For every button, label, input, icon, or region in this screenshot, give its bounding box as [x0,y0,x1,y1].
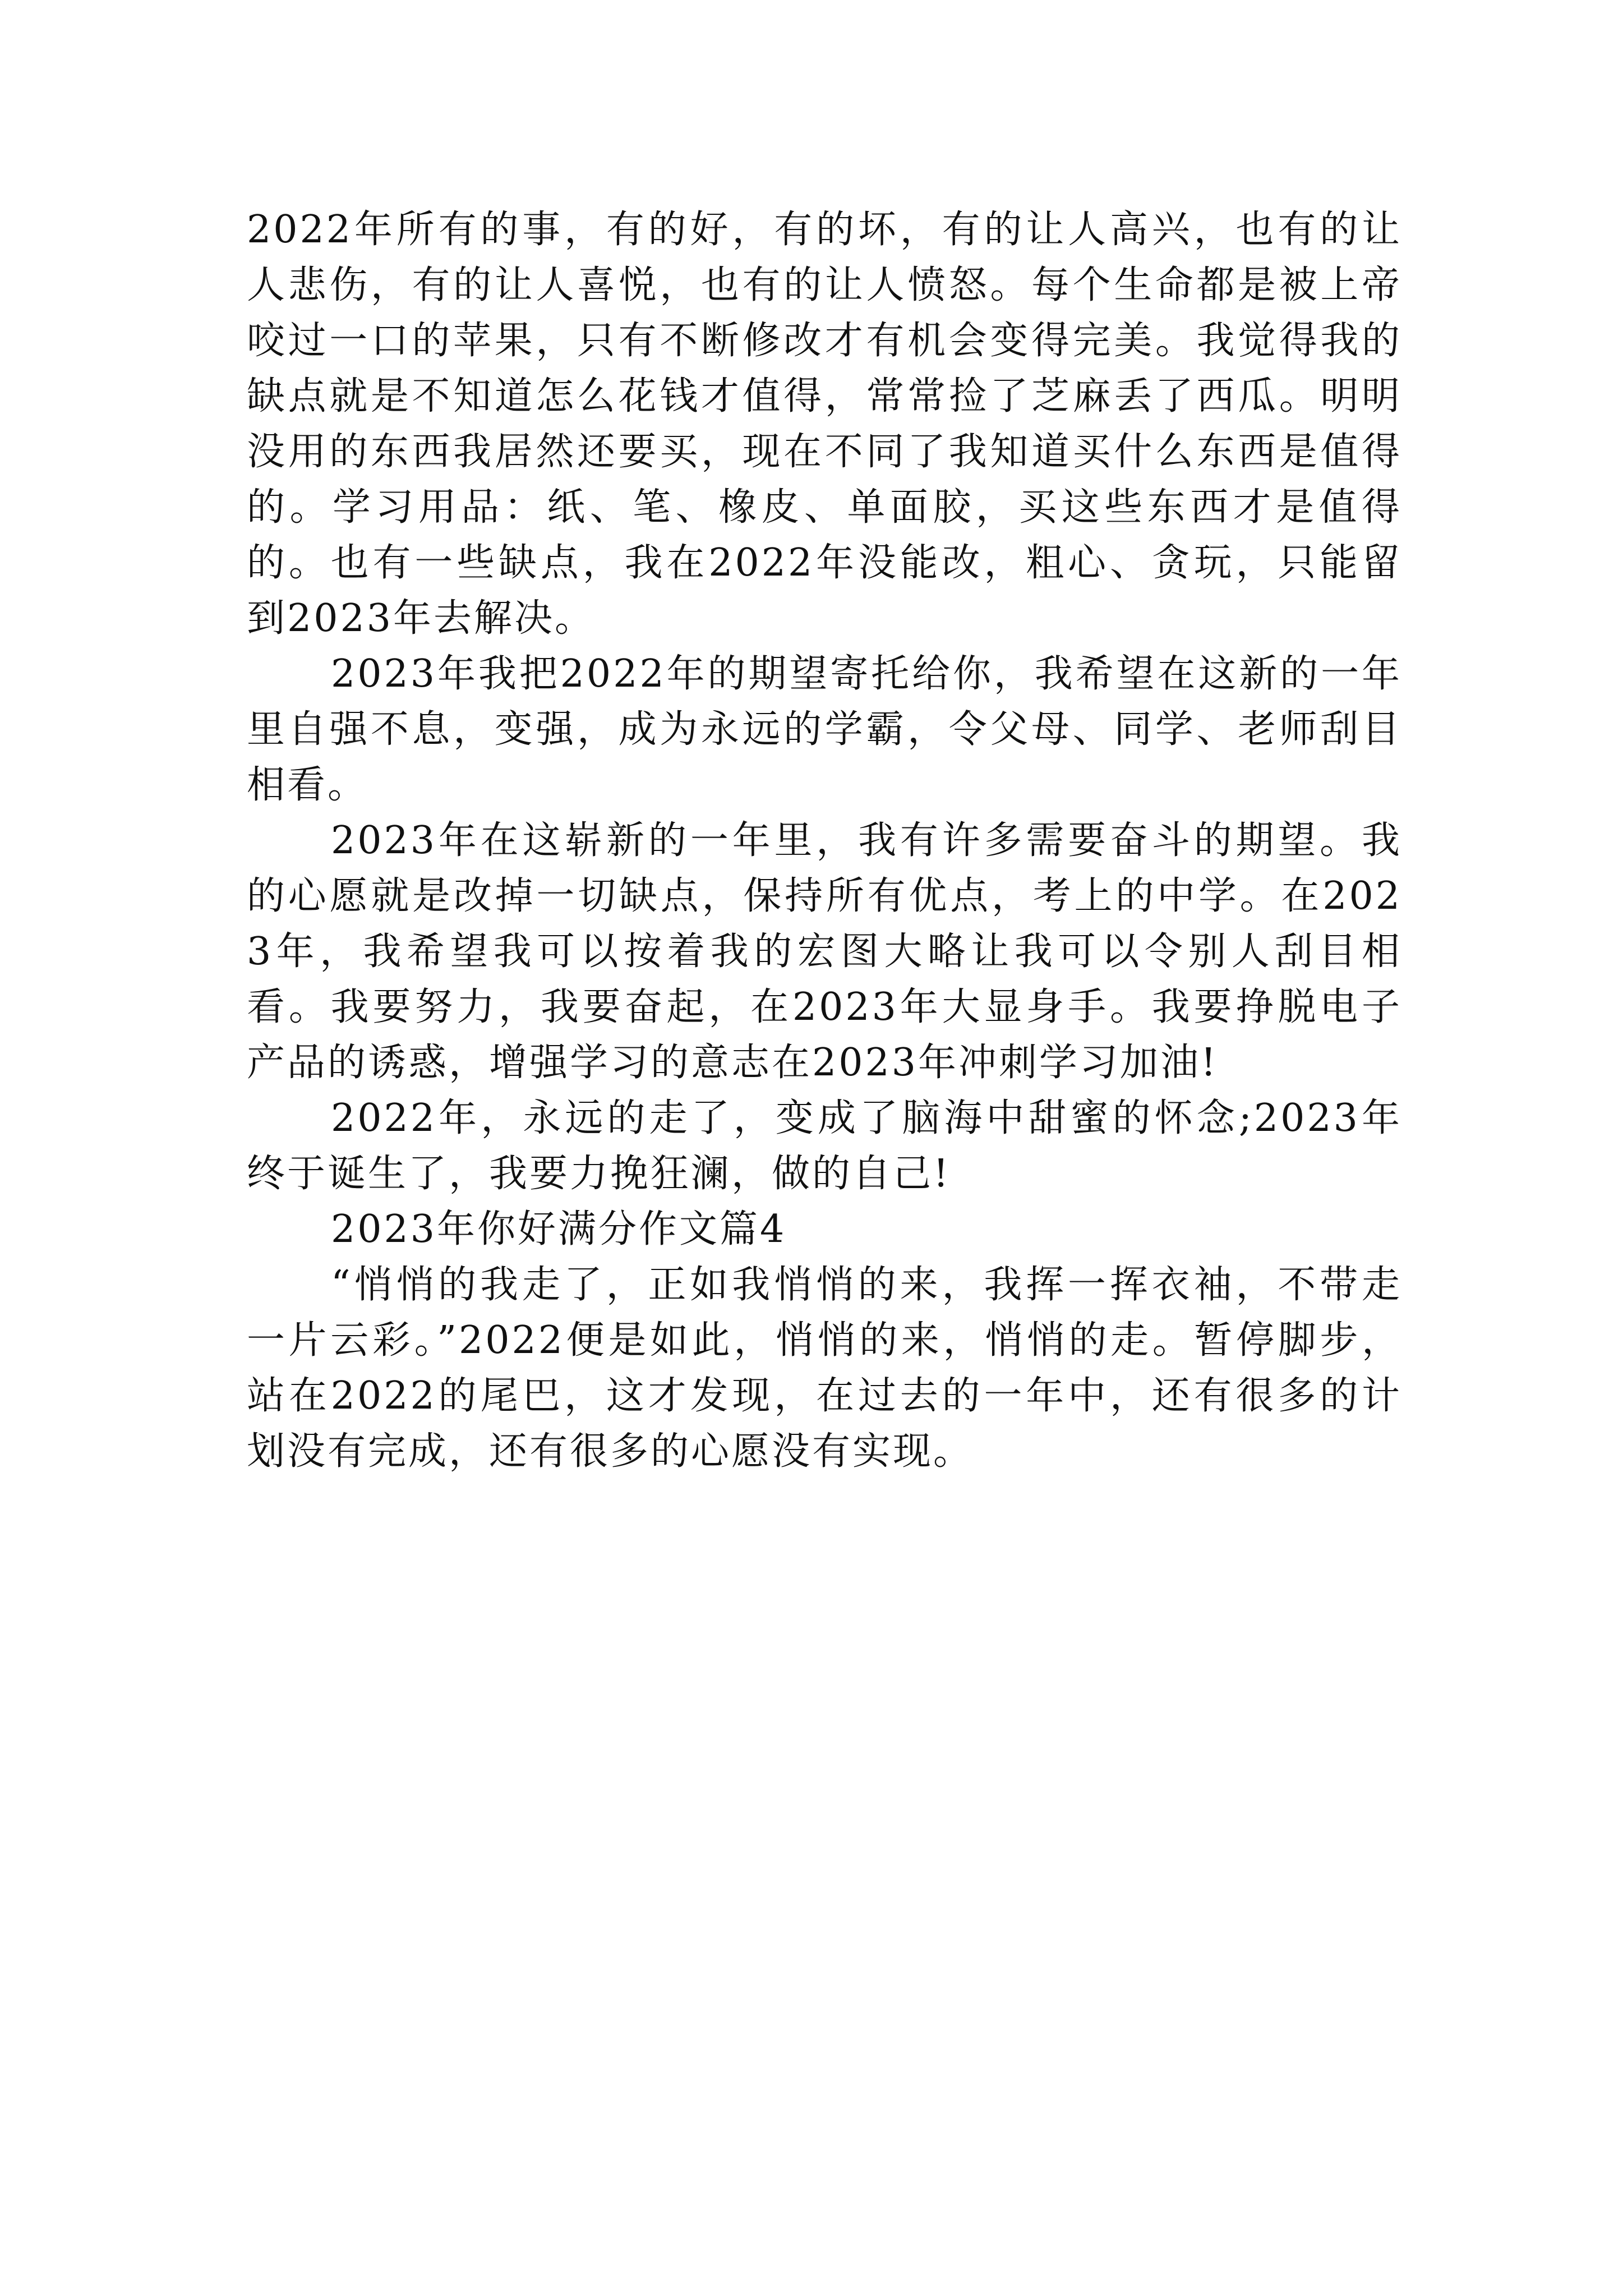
paragraph-4: 2022年，永远的走了，变成了脑海中甜蜜的怀念;2023年终于诞生了，我要力挽狂澜，做的自己! [247,1096,1402,1196]
paragraph-2: 2023年我把2022年的期望寄托给你，我希望在这新的一年里自强不息，变强，成为永远的学霸，令父母、同学、老师刮目相看。 [247,652,1402,807]
paragraph-5: “悄悄的我走了，正如我悄悄的来，我挥一挥衣袖，不带走一片云彩。”2022便是如此，悄悄的来，悄悄的走。暂停脚步，站在2022的尾巴，这才发现，在过去的一年中，还有很多的计划没有完成，还有很多的心愿没有实现。 [247,1263,1402,1474]
document-body [247,202,1402,1479]
paragraph-1: 2022年所有的事，有的好，有的坏，有的让人高兴，也有的让人悲伤，有的让人喜悦，也有的让人愤怒。每个生命都是被上帝咬过一口的苹果，只有不断修改才有机会变得完美。我觉得我的缺点就是不知道怎么花钱才值得，常常捡了芝麻丢了西瓜。明明没用的东西我居然还要买，现在不同了我知道买什么东西是值得的。学习用品：纸、笔、橡皮、单面胶，买这些东西才是值得的。也有一些缺点，我在2022年没能改，粗心、贪玩，只能留到2023年去解决。 [247,208,1402,641]
section-heading: 2023年你好满分作文篇4 [331,1207,787,1251]
paragraph-3: 2023年在这崭新的一年里，我有许多需要奋斗的期望。我的心愿就是改掉一切缺点，保持所有优点，考上的中学。在2023年，我希望我可以按着我的宏图大略让我可以令别人刮目相看。我要努力，我要奋起，在2023年大显身手。我要挣脱电子产品的诱惑，增强学习的意志在2023年冲刺学习加油! [247,818,1402,1085]
